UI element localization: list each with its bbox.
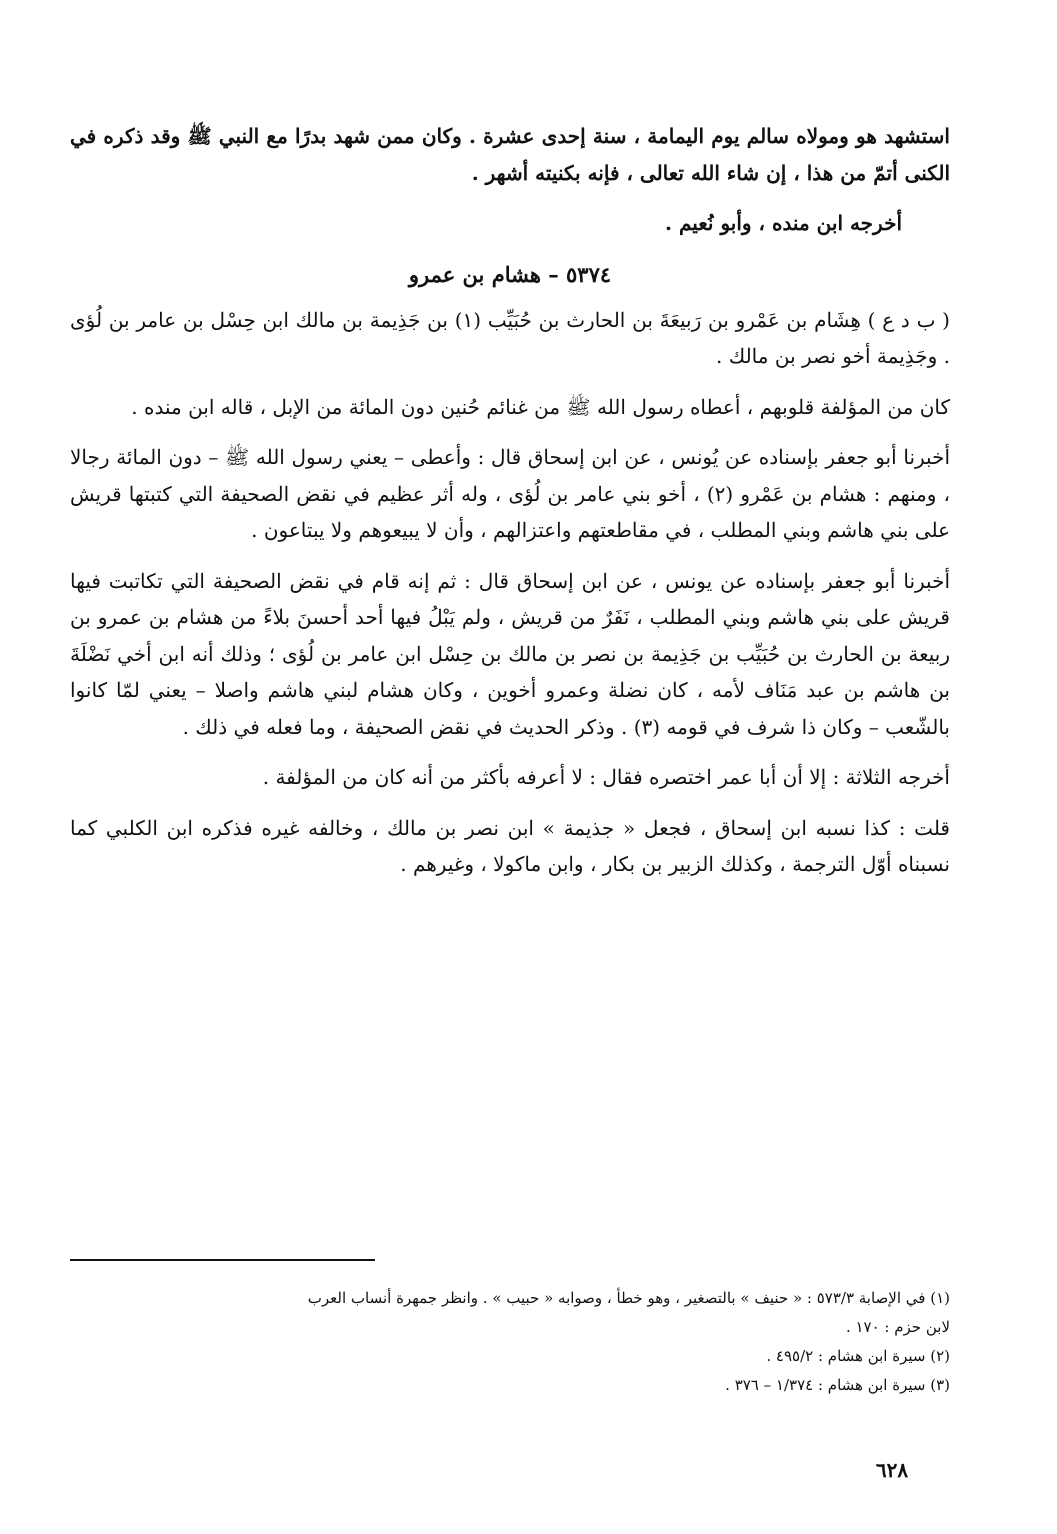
paragraph-4: كان من المؤلفة قلوبهم ، أعطاه رسول الله ﷺ من غنائم حُنين دون المائة من الإبل ، قاله ابن منده .: [131, 394, 950, 419]
page-number: ٦٢٨: [875, 1458, 909, 1482]
paragraph-2: أخرجه ابن منده ، وأبو نُعيم .: [665, 211, 902, 235]
footnotes: [70, 1284, 950, 1400]
paragraph-1: استشهد هو ومولاه سالم يوم اليمامة ، سنة إحدى عشرة . وكان ممن شهد بدرًا مع النبي ﷺ وقد ذكره في الكنى أتمّ من هذا ، إن شاء الله تعالى ، فإنه بكنيته أشهر .: [70, 124, 950, 185]
paragraph-6: أخبرنا أبو جعفر بإسناده عن يونس ، عن ابن إسحاق قال : ثم إنه قام في نقض الصحيفة التي تكاتبت فيها قريش على بني هاشم وبني المطلب ، نَفَرٌ من قريش ، ولم يَبْلُ فيها أحد أحسنَ بلاءً من هشام بن عمرو بن ربيعة بن الحارث بن حُبَيِّب بن جَذِيمة بن نصر بن مالك بن حِسْل ابن عامر بن لُؤى ؛ وذلك أنه ابن أخي نَضْلَةَ بن هاشم بن عبد مَنَاف لأمه ، كان نضلة وعمرو أخوين ، وكان هشام لبني هاشم واصلا – يعني لمّا كانوا بالشّعب – وكان ذا شرف في قومه (٣) . وذكر الحديث في نقض الصحيفة ، وما فعله في ذلك .: [70, 568, 950, 739]
footnote-1-continuation: لابن حزم : ١٧٠ .: [845, 1318, 950, 1336]
paragraph-7: أخرجه الثلاثة : إلا أن أبا عمر اختصره فقال : لا أعرفه بأكثر من أنه كان من المؤلفة .: [262, 765, 950, 789]
paragraph-5: أخبرنا أبو جعفر بإسناده عن يُونس ، عن ابن إسحاق قال : وأعطى – يعني رسول الله ﷺ – دون المائة رجالا ، ومنهم : هشام بن عَمْرو (٢) ، أخو بني عامر بن لُؤى ، وله أثر عظيم في نقض الصحيفة التي كتبتها قريش على بني هاشم وبني المطلب ، في مقاطعتهم واعتزالهم ، وأن لا يبيعوهم ولا يبتاعون .: [70, 445, 951, 542]
footnote-2: (٢) سيرة ابن هشام : ٤٩٥/٢ .: [766, 1347, 950, 1365]
footnote-1: (١) في الإصابة ٥٧٣/٣ : « حنيف » بالتصغير ، وهو خطأ ، وصوابه « حبيب » . وانظر جمهرة أنساب العرب: [307, 1289, 950, 1307]
entry-heading: ٥٣٧٤ – هشام بن عمرو: [408, 261, 612, 287]
paragraph-8: قلت : كذا نسبه ابن إسحاق ، فجعل « جذيمة » ابن نصر بن مالك ، وخالفه غيره فذكره ابن الكلبي كما نسبناه أوّل الترجمة ، وكذلك الزبير بن بكار ، وابن ماكولا ، وغيرهم .: [70, 815, 950, 876]
page-body: [70, 118, 950, 897]
footnote-3: (٣) سيرة ابن هشام : ١/٣٧٤ – ٣٧٦ .: [725, 1376, 950, 1394]
paragraph-3: ( ب د ع ) هِشَام بن عَمْرو بن رَبيعَةَ بن الحارث بن حُبَيِّب (١) بن جَذِيمة بن مالك ابن حِسْل بن عامر بن لُؤى . وجَذِيمة أخو نصر بن مالك .: [70, 307, 950, 368]
footnote-divider: [70, 1259, 375, 1261]
